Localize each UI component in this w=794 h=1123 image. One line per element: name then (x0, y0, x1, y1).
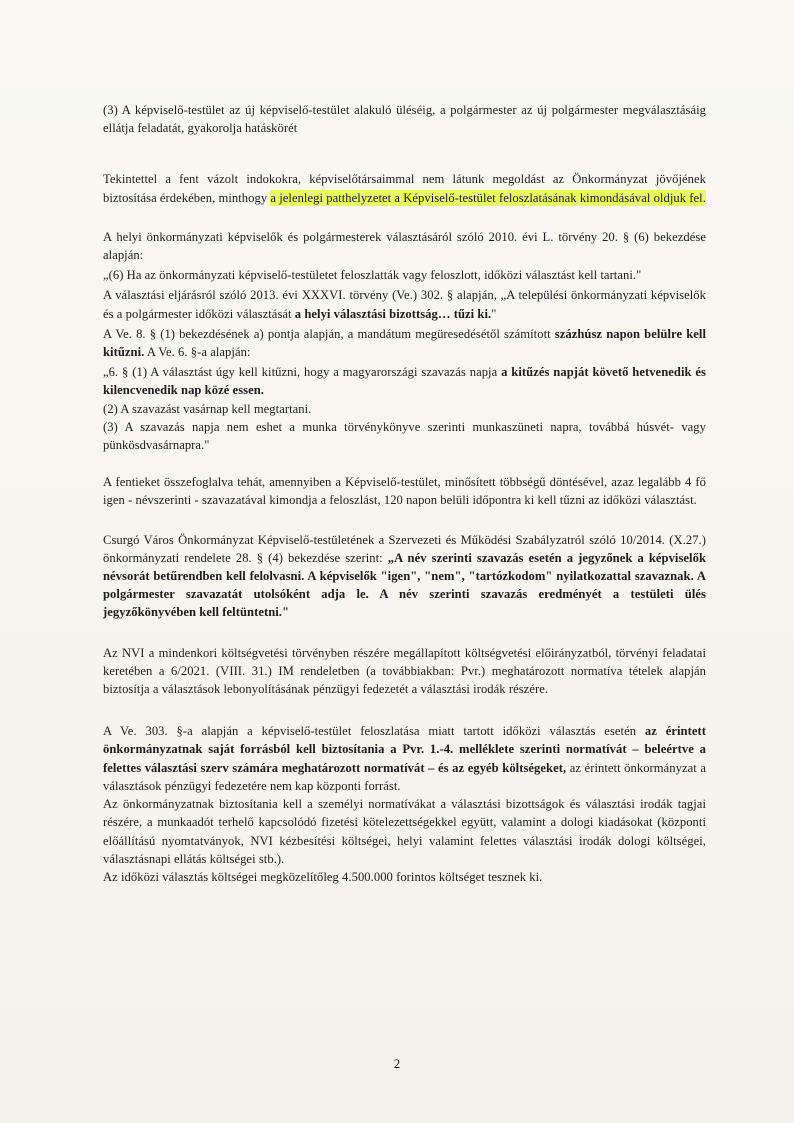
quote-ve-6-2: (2) A szavazást vasárnap kell megtartani. (103, 401, 312, 416)
reasoning-text: Tekintettel a fent vázolt indokokra, képviselőtársaimmal nem látunk megoldást az Önkormányzat jövőjének biztosítása érdekében, minthogy (103, 172, 706, 205)
bold-election-committee: a helyi választási bizottság… tűzi ki. (294, 306, 492, 321)
bold-own-funding: az érintett önkormányzatnak saját forrásból kell biztosítania a Pvr. 1.-4. melléklete szerinti normatívát – beleértve a felettes választási szerv számára meghatározott normatívát – és az egyéb költségeket, (103, 724, 706, 775)
quote-ve-6-1: „6. § (1) A választást úgy kell kitűzni, hogy a magyarországi szavazás napja a kitűzés napját követő hetvenedik és kilencvenedik nap közé essen. (103, 365, 706, 398)
paragraph-nvi: Az NVI a mindenkori költségvetési törvényben részére megállapított költségvetési előirányzatból, törvényi feladatai keretében a 6/2021. (VIII. 31.) IM rendeletben (a továbbiakban: Pvr.) meghatározott normatíva tételek alapján biztosítja a választások lebonyolításának pénzügyi fedezetét a választási irodák részére. (103, 645, 706, 697)
paragraph-cost-estimate: Az időközi választás költségei megközelítőleg 4.500.000 forintos költséget tesznek ki. (103, 869, 543, 884)
highlighted-text: a jelenlegi patthelyzetet a Képviselő-testület feloszlatásának kimondásával oldjuk fel. (270, 190, 706, 205)
paragraph-smsz: Csurgó Város Önkormányzat Képviselő-testületének a Szervezeti és Működési Szabályzatról szóló 10/2014. (X.27.) önkormányzati rendelete 28. § (4) bekezdése szerint: „A név szerinti szavazás esetén a jegyzőnek a képviselők névsorát betűrendben kell felolvasni. A képviselők "igen", "nem", "tartózkodom" nyilatkozattal szavaznak. A polgármester szavazatát utolsóként adja le. A név szerinti szavazás eredményét a testületi ülés jegyzőkönyvében kell feltüntetni." (103, 532, 707, 620)
page-number: 2 (393, 1056, 401, 1071)
paragraph-ve-303: A Ve. 303. §-a alapján a képviselő-testület feloszlatása miatt tartott időközi választás esetén az érintett önkormányzatnak saját forrásból kell biztosítania a Pvr. 1.-4. melléklete szerinti normatívát – beleértve a felettes választási szerv számára meghatározott normatívát – és az egyéb költségeket, az érintett önkormányzat a választások pénzügyi fedezetére nem kap központi forrást. (103, 724, 706, 793)
bold-roll-call-vote: „A név szerinti szavazás esetén a jegyzőnek a képviselők névsorát betűrendben kell felolvasni. A képviselők "igen", "nem", "tartózkodom" nyilatkozattal szavaznak. A polgármester szavazatát utolsóként adja le. A név szerinti szavazás eredményét a testületi ülés jegyzőkönyvében kell feltüntetni." (103, 550, 707, 620)
bold-120-days: százhúsz napon belülre kell kitűzni. (103, 326, 707, 360)
paragraph-reasoning (103, 170, 706, 206)
paragraph-3-continuation: (3) A képviselő-testület az új képviselő-testület alakuló üléséig, a polgármester az új polgármester megválasztásáig ellátja feladatát, gyakorolja hatáskörét (103, 103, 706, 136)
quote-ve-6-3: (3) A szavazás napja nem eshet a munka törvénykönyve szerinti munkaszüneti napra, továbbá húsvét- vagy pünkösdvasárnapra." (103, 419, 706, 453)
paragraph-law-reference: A helyi önkormányzati képviselők és polgármesterek választásáról szóló 2010. évi L. törvény 20. § (6) bekezdése alapján: (103, 229, 706, 263)
bold-70-90-days: a kitűzés napját követő hetvenedik és kilencvenedik nap közé essen. (103, 365, 706, 398)
paragraph-normatives: Az önkormányzatnak biztosítania kell a személyi normatívákat a választási bizottságok és választási irodák tagjai részére, a munkaadót terhelő kapcsolódó fizetési kötelezettségekkel együtt, valamint a dologi kiadásokat (központi előállítású nyomtatványok, NVI kézbesítési költségei, helyi valamint felettes választási irodák dologi költségei, választásnapi ellátás költségei stb.). (103, 797, 706, 866)
paragraph-ve-302: A választási eljárásról szóló 2013. évi XXXVI. törvény (Ve.) 302. § alapján, „A települési önkormányzati képviselők és a polgármester időközi választását a helyi választási bizottság… tűzi ki." (103, 288, 706, 321)
paragraph-ve-8: A Ve. 8. § (1) bekezdésének a) pontja alapján, a mandátum megüresedésétől számított százhúsz napon belülre kell kitűzni. A Ve. 6. §-a alapján: (103, 326, 707, 360)
quote-law-6: „(6) Ha az önkormányzati képviselő-testületet feloszlatták vagy feloszlott, időközi választást kell tartani." (103, 268, 642, 283)
paragraph-summary: A fentieket összefoglalva tehát, amennyiben a Képviselő-testület, minősített többségű döntésével, azaz legalább 4 fő igen - névszerinti - szavazatával kimondja a feloszlást, 120 napon belüli időpontra ki kell tűzni az időközi választást. (103, 475, 706, 508)
